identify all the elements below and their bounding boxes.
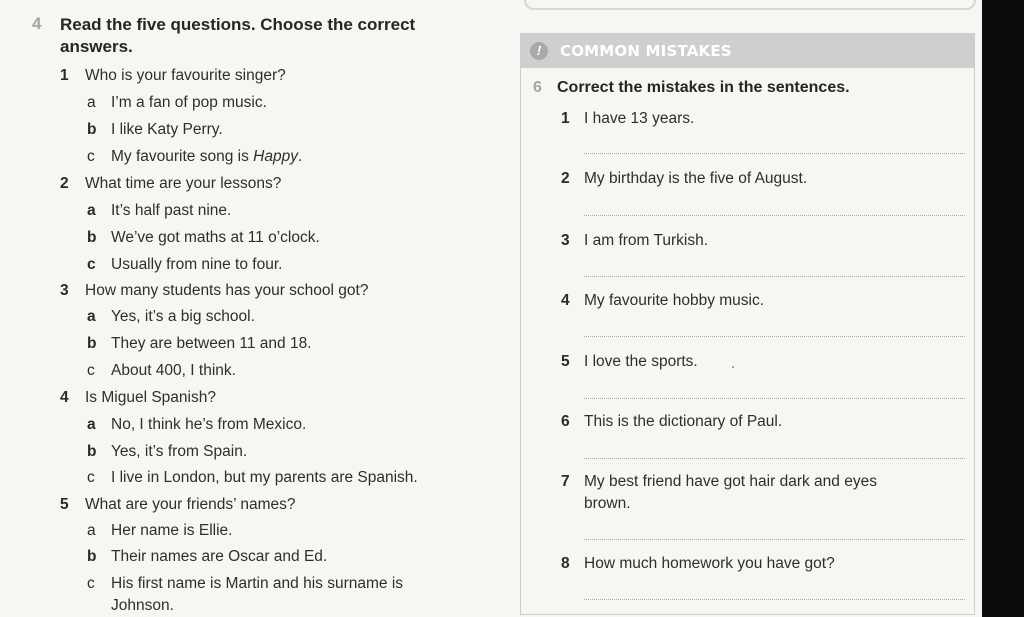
q5-option-a-letter[interactable]: a [87,522,96,539]
q4-option-b-text: Yes, it’s from Spain. [111,443,248,460]
question-5-number: 5 [60,496,69,513]
q3-option-a-text: Yes, it’s a big school. [111,308,255,325]
question-2-number: 2 [60,175,69,192]
sentence-4-number: 4 [561,292,570,309]
exclamation-icon: ! [530,42,548,60]
exercise-6-number: 6 [533,79,542,96]
sentence-8-answer-line[interactable] [584,599,965,600]
sentence-5-number: 5 [561,353,570,370]
sentence-4-answer-line[interactable] [584,336,965,337]
sentence-2-text: My birthday is the five of August. [584,170,808,187]
sentence-7-answer-line[interactable] [584,539,965,540]
exercise-6-heading: Correct the mistakes in the sentences. [557,79,850,96]
sentence-6-text: This is the dictionary of Paul. [584,413,783,430]
sentence-7-text: My best friend have got hair dark and eyes [584,473,877,490]
q1-option-c-song-title: Happy [253,148,298,165]
q1-option-c-text-start: My favourite song is [111,148,254,165]
sentence-6-answer-line[interactable] [584,458,965,459]
q2-option-b-letter[interactable]: b [87,229,97,246]
q1-option-c-letter[interactable]: c [87,148,95,165]
common-mistakes-header [521,34,974,68]
q3-option-c-text: About 400, I think. [111,362,236,379]
q2-option-c-text: Usually from nine to four. [111,256,283,273]
question-1-number: 1 [60,67,69,84]
sentence-7-text-continued: brown. [584,495,631,512]
q1-option-b-letter[interactable]: b [87,121,97,138]
q3-option-c-letter[interactable]: c [87,362,95,379]
sentence-6-number: 6 [561,413,570,430]
sentence-3-answer-line[interactable] [584,276,965,277]
q5-option-b-text: Their names are Oscar and Ed. [111,548,328,565]
q2-option-c-letter[interactable]: c [87,256,96,273]
q3-option-a-letter[interactable]: a [87,308,96,325]
q1-option-c-text [111,148,302,166]
sentence-1-text: I have 13 years. [584,110,695,127]
q5-option-a-text: Her name is Ellie. [111,522,233,539]
q3-option-b-letter[interactable]: b [87,335,97,352]
q1-option-a-text: I’m a fan of pop music. [111,94,267,111]
top-frame-border [524,0,976,10]
question-2-text: What time are your lessons? [85,175,282,192]
q3-option-b-text: They are between 11 and 18. [111,335,312,352]
sentence-8-number: 8 [561,555,570,572]
q1-option-b-text: I like Katy Perry. [111,121,223,138]
stray-mark [732,366,734,368]
sentence-2-answer-line[interactable] [584,215,965,216]
common-mistakes-title: COMMON MISTAKES [560,42,732,60]
q4-option-a-letter[interactable]: a [87,416,96,433]
question-1-text: Who is your favourite singer? [85,67,286,84]
q1-option-c-text-end: . [297,148,303,165]
q4-option-b-letter[interactable]: b [87,443,97,460]
q2-option-b-text: We’ve got maths at 11 o’clock. [111,229,320,246]
page-edge-shadow [982,0,1024,617]
sentence-4-text: My favourite hobby music. [584,292,765,309]
q4-option-c-text: I live in London, but my parents are Spanish. [111,469,418,486]
q5-option-c-text-continued: Johnson. [111,597,174,614]
sentence-3-number: 3 [561,232,570,249]
q4-option-a-text: No, I think he’s from Mexico. [111,416,307,433]
question-3-number: 3 [60,282,69,299]
sentence-8-text: How much homework you have got? [584,555,835,572]
exercise-4-number: 4 [32,14,42,33]
exercise-4-heading: Read the five questions. Choose the correct answers. [60,15,416,56]
q1-option-a-letter[interactable]: a [87,94,96,111]
sentence-7-number: 7 [561,473,570,490]
sentence-1-number: 1 [561,110,570,127]
sentence-1-answer-line[interactable] [584,153,965,154]
sentence-3-text: I am from Turkish. [584,232,709,249]
question-5-text: What are your friends’ names? [85,496,296,513]
q5-option-b-letter[interactable]: b [87,548,97,565]
sentence-2-number: 2 [561,170,570,187]
q5-option-c-letter[interactable]: c [87,575,95,592]
q4-option-c-letter[interactable]: c [87,469,95,486]
q2-option-a-text: It’s half past nine. [111,202,232,219]
question-4-text: Is Miguel Spanish? [85,389,216,406]
q5-option-c-text: His first name is Martin and his surname is [111,575,404,592]
question-3-text: How many students has your school got? [85,282,369,299]
question-4-number: 4 [60,389,69,406]
sentence-5-answer-line[interactable] [584,398,965,399]
q2-option-a-letter[interactable]: a [87,202,96,219]
sentence-5-text: I love the sports. [584,353,698,370]
